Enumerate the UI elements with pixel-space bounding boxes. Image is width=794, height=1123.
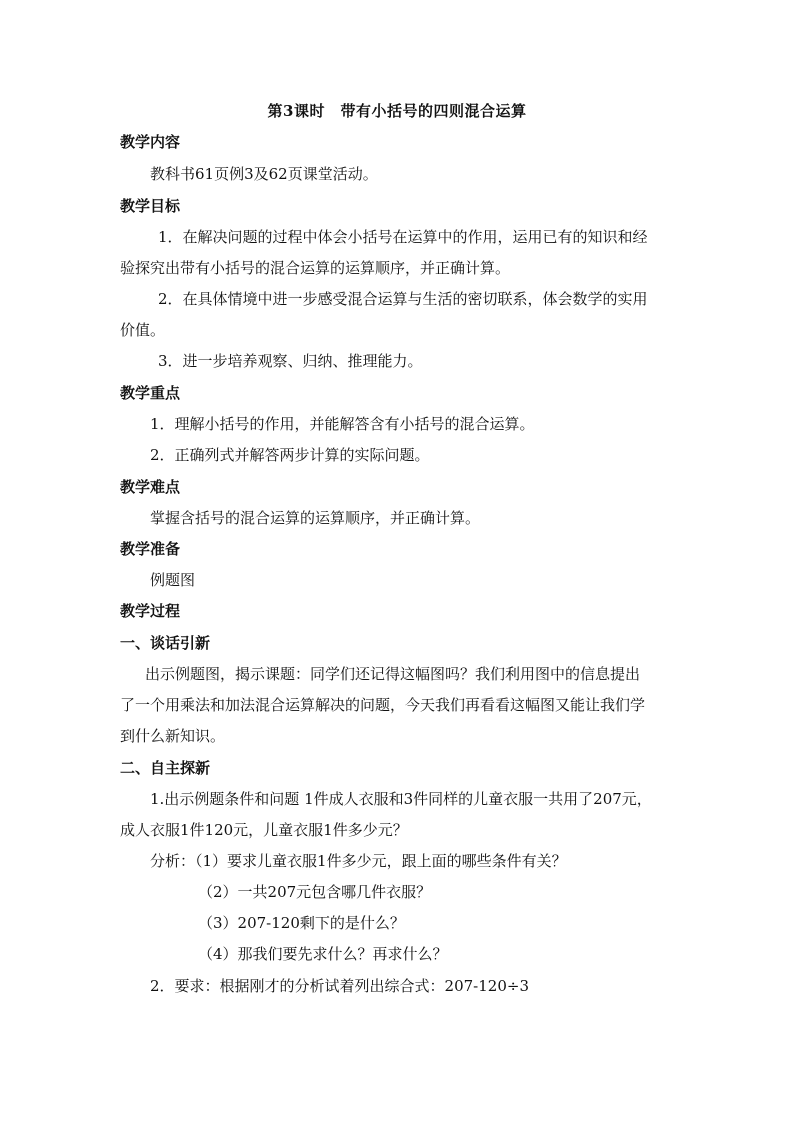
goal-2-line-1: 2．在具体情境中进一步感受混合运算与生活的密切联系，体会数学的实用: [158, 290, 648, 308]
intro-line-3: 到什么新知识。: [120, 727, 226, 745]
heading-key-points: 教学重点: [120, 384, 181, 402]
goal-2-line-2: 价值。: [120, 321, 166, 339]
heading-part-1: 一、谈话引新: [120, 634, 211, 652]
key-point-2: 2．正确列式并解答两步计算的实际问题。: [150, 446, 430, 464]
explore-item-2: 2．要求：根据刚才的分析试着列出综合式：207-120÷3: [150, 977, 529, 995]
analysis-2: （2）一共207元包含哪几件衣服？: [198, 883, 432, 901]
heading-preparation: 教学准备: [120, 540, 181, 558]
heading-teaching-goals: 教学目标: [120, 197, 181, 215]
key-point-1: 1．理解小括号的作用，并能解答含有小括号的混合运算。: [150, 415, 535, 433]
analysis-4: （4）那我们要先求什么？再求什么？: [198, 945, 448, 963]
goal-3: 3．进一步培养观察、归纳、推理能力。: [158, 352, 423, 370]
explore-item-1-line-2: 成人衣服1件120元，儿童衣服1件多少元？: [120, 821, 408, 839]
analysis-1: 分析：（1）要求儿童衣服1件多少元，跟上面的哪些条件有关？: [150, 852, 567, 870]
preparation-text: 例题图: [150, 571, 196, 589]
intro-line-1: 出示例题图，揭示课题：同学们还记得这幅图吗？我们利用图中的信息提出: [145, 665, 641, 683]
goal-1-line-2: 验探究出带有小括号的混合运算的运算顺序，并正确计算。: [120, 259, 511, 277]
heading-difficulties: 教学难点: [120, 478, 181, 496]
teaching-content-text: 教科书61页例3及62页课堂活动。: [150, 165, 378, 183]
explore-item-1-line-1: 1.出示例题条件和问题 1件成人衣服和3件同样的儿童衣服一共用了207元，: [150, 790, 652, 808]
goal-1-line-1: 1．在解决问题的过程中体会小括号在运算中的作用，运用已有的知识和经: [158, 228, 648, 246]
heading-teaching-process: 教学过程: [120, 602, 181, 620]
heading-part-2: 二、自主探新: [120, 759, 211, 777]
intro-line-2: 了一个用乘法和加法混合运算解决的问题，今天我们再看看这幅图又能让我们学: [120, 696, 646, 714]
heading-teaching-content: 教学内容: [120, 133, 181, 151]
analysis-3: （3）207-120剩下的是什么？: [198, 914, 405, 932]
lesson-title: 第3课时 带有小括号的四则混合运算: [267, 102, 527, 120]
difficulties-text: 掌握含括号的混合运算的运算顺序，并正确计算。: [150, 509, 481, 527]
